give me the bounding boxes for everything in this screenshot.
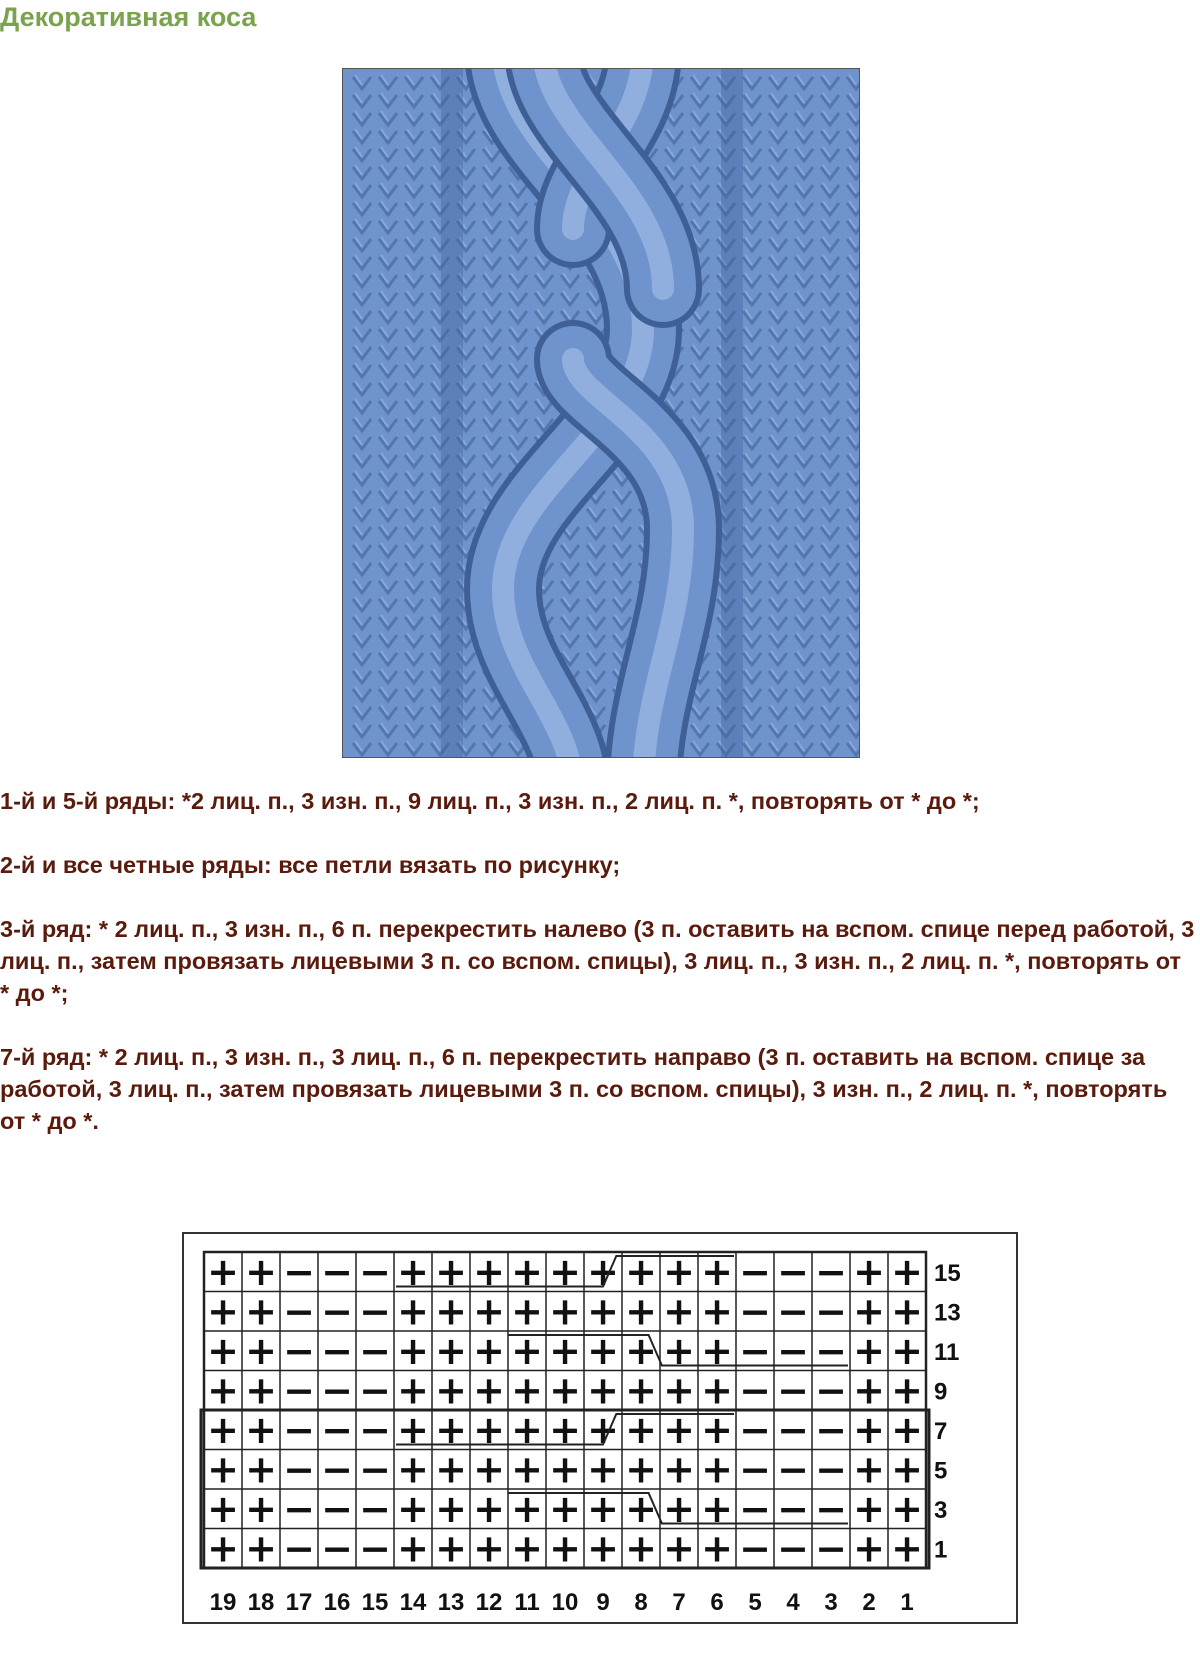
instruction-row-3: 3-й ряд: * 2 лиц. п., 3 изн. п., 6 п. перекрестить налево (3 п. оставить на вспом. спице перед работой, 3 лиц. п., затем провязать лицевыми 3 п. со вспом. спицы), 3 лиц. п., 3 изн. п., 2 лиц. п. *, повторять от * до *; xyxy=(0,916,1195,1006)
purl-stitch-symbol: − xyxy=(283,1289,315,1334)
row-number: 3 xyxy=(934,1496,948,1524)
purl-stitch-symbol: − xyxy=(283,1368,315,1413)
column-number: 2 xyxy=(862,1589,876,1616)
purl-stitch-symbol: − xyxy=(777,1368,809,1413)
knit-stitch-symbol: + xyxy=(853,1249,885,1294)
knit-stitch-symbol: + xyxy=(663,1407,695,1452)
knit-stitch-symbol: + xyxy=(473,1526,505,1571)
purl-stitch-symbol: − xyxy=(815,1486,847,1531)
knit-stitch-symbol: + xyxy=(625,1447,657,1492)
knit-stitch-symbol: + xyxy=(625,1526,657,1571)
instruction-row-7: 7-й ряд: * 2 лиц. п., 3 изн. п., 3 лиц. п., 6 п. перекрестить направо (3 п. оставить на вспом. спице за работой, 3 лиц. п., затем провязать лицевыми 3 п. со вспом. спицы), 3 изн. п., 2 лиц. п. *, повторять от * до *. xyxy=(0,1044,1168,1134)
column-number: 5 xyxy=(748,1589,762,1616)
column-number: 4 xyxy=(786,1589,800,1616)
knit-stitch-symbol: + xyxy=(891,1249,923,1294)
knit-stitch-symbol: + xyxy=(207,1407,239,1452)
knit-stitch-symbol: + xyxy=(853,1407,885,1452)
knit-stitch-symbol: + xyxy=(207,1289,239,1334)
knit-stitch-symbol: + xyxy=(511,1289,543,1334)
knit-stitch-symbol: + xyxy=(207,1486,239,1531)
knit-stitch-symbol: + xyxy=(435,1486,467,1531)
knit-stitch-symbol: + xyxy=(891,1526,923,1571)
knit-stitch-symbol: + xyxy=(701,1526,733,1571)
purl-stitch-symbol: − xyxy=(815,1368,847,1413)
knit-stitch-symbol: + xyxy=(473,1447,505,1492)
purl-stitch-symbol: − xyxy=(283,1407,315,1452)
knit-stitch-symbol: + xyxy=(701,1249,733,1294)
column-number: 10 xyxy=(551,1589,579,1616)
purl-stitch-symbol: − xyxy=(359,1328,391,1373)
knit-stitch-symbol: + xyxy=(549,1447,581,1492)
knit-stitch-symbol: + xyxy=(397,1249,429,1294)
purl-stitch-symbol: − xyxy=(321,1486,353,1531)
purl-stitch-symbol: − xyxy=(321,1249,353,1294)
knit-stitch-symbol: + xyxy=(511,1407,543,1452)
purl-stitch-symbol: − xyxy=(777,1328,809,1373)
knit-stitch-symbol: + xyxy=(663,1289,695,1334)
column-number: 1 xyxy=(900,1589,914,1616)
knit-stitch-symbol: + xyxy=(549,1486,581,1531)
knit-stitch-symbol: + xyxy=(207,1526,239,1571)
purl-stitch-symbol: − xyxy=(815,1328,847,1373)
knit-stitch-symbol: + xyxy=(549,1249,581,1294)
knit-stitch-symbol: + xyxy=(891,1289,923,1334)
purl-stitch-symbol: − xyxy=(283,1526,315,1571)
knit-stitch-symbol: + xyxy=(435,1328,467,1373)
knit-stitch-symbol: + xyxy=(587,1328,619,1373)
purl-stitch-symbol: − xyxy=(739,1526,771,1571)
purl-stitch-symbol: − xyxy=(359,1249,391,1294)
purl-stitch-symbol: − xyxy=(283,1447,315,1492)
knit-stitch-symbol: + xyxy=(245,1328,277,1373)
page-title: Декоративная коса xyxy=(0,2,257,32)
knit-stitch-symbol: + xyxy=(853,1486,885,1531)
purl-stitch-symbol: − xyxy=(321,1526,353,1571)
knit-stitch-symbol: + xyxy=(435,1447,467,1492)
knit-stitch-symbol: + xyxy=(435,1289,467,1334)
knitting-chart xyxy=(182,1232,1018,1624)
instruction-even-rows: 2-й и все четные ряды: все петли вязать по рисунку; xyxy=(0,852,621,878)
knit-stitch-symbol: + xyxy=(245,1249,277,1294)
knit-stitch-symbol: + xyxy=(587,1407,619,1452)
knit-stitch-symbol: + xyxy=(511,1486,543,1531)
knit-stitch-symbol: + xyxy=(549,1328,581,1373)
column-number: 15 xyxy=(361,1589,389,1616)
purl-stitch-symbol: − xyxy=(739,1249,771,1294)
column-number: 13 xyxy=(437,1589,465,1616)
row-number: 7 xyxy=(934,1417,948,1445)
knit-stitch-symbol: + xyxy=(625,1328,657,1373)
column-number: 8 xyxy=(634,1589,648,1616)
knit-stitch-symbol: + xyxy=(435,1249,467,1294)
knit-stitch-symbol: + xyxy=(397,1486,429,1531)
purl-stitch-symbol: − xyxy=(739,1368,771,1413)
purl-stitch-symbol: − xyxy=(739,1486,771,1531)
knit-stitch-symbol: + xyxy=(891,1407,923,1452)
knit-stitch-symbol: + xyxy=(397,1447,429,1492)
knit-stitch-symbol: + xyxy=(435,1368,467,1413)
knit-stitch-symbol: + xyxy=(663,1486,695,1531)
purl-stitch-symbol: − xyxy=(777,1526,809,1571)
knit-stitch-symbol: + xyxy=(891,1368,923,1413)
knit-stitch-symbol: + xyxy=(473,1328,505,1373)
purl-stitch-symbol: − xyxy=(777,1289,809,1334)
purl-stitch-symbol: − xyxy=(359,1486,391,1531)
knit-stitch-symbol: + xyxy=(473,1249,505,1294)
knit-stitch-symbol: + xyxy=(625,1368,657,1413)
knit-stitch-symbol: + xyxy=(207,1368,239,1413)
knit-stitch-symbol: + xyxy=(245,1289,277,1334)
knit-stitch-symbol: + xyxy=(549,1526,581,1571)
column-number: 12 xyxy=(475,1589,503,1616)
knit-stitch-symbol: + xyxy=(701,1486,733,1531)
purl-stitch-symbol: − xyxy=(815,1526,847,1571)
purl-stitch-symbol: − xyxy=(359,1447,391,1492)
purl-stitch-symbol: − xyxy=(777,1447,809,1492)
purl-stitch-symbol: − xyxy=(321,1447,353,1492)
knit-stitch-symbol: + xyxy=(701,1368,733,1413)
knit-stitch-symbol: + xyxy=(397,1328,429,1373)
knit-stitch-symbol: + xyxy=(891,1328,923,1373)
row-number: 9 xyxy=(934,1378,948,1406)
knit-stitch-symbol: + xyxy=(473,1407,505,1452)
knit-stitch-symbol: + xyxy=(625,1249,657,1294)
knit-stitch-symbol: + xyxy=(701,1289,733,1334)
knit-stitch-symbol: + xyxy=(397,1407,429,1452)
purl-stitch-symbol: − xyxy=(739,1407,771,1452)
purl-stitch-symbol: − xyxy=(283,1249,315,1294)
knit-stitch-symbol: + xyxy=(397,1289,429,1334)
purl-stitch-symbol: − xyxy=(739,1289,771,1334)
purl-stitch-symbol: − xyxy=(283,1328,315,1373)
knit-stitch-symbol: + xyxy=(397,1526,429,1571)
purl-stitch-symbol: − xyxy=(359,1289,391,1334)
knit-stitch-symbol: + xyxy=(245,1407,277,1452)
knit-stitch-symbol: + xyxy=(625,1407,657,1452)
purl-stitch-symbol: − xyxy=(777,1407,809,1452)
knit-stitch-symbol: + xyxy=(587,1526,619,1571)
knit-stitch-symbol: + xyxy=(587,1486,619,1531)
purl-stitch-symbol: − xyxy=(359,1526,391,1571)
column-number: 14 xyxy=(399,1589,427,1616)
knit-stitch-symbol: + xyxy=(245,1486,277,1531)
purl-stitch-symbol: − xyxy=(321,1289,353,1334)
purl-stitch-symbol: − xyxy=(815,1289,847,1334)
purl-stitch-symbol: − xyxy=(777,1249,809,1294)
purl-stitch-symbol: − xyxy=(283,1486,315,1531)
knit-stitch-symbol: + xyxy=(663,1328,695,1373)
purl-stitch-symbol: − xyxy=(739,1328,771,1373)
column-number: 7 xyxy=(672,1589,686,1616)
knit-stitch-symbol: + xyxy=(663,1368,695,1413)
knit-stitch-symbol: + xyxy=(549,1407,581,1452)
knit-stitch-symbol: + xyxy=(245,1526,277,1571)
purl-stitch-symbol: − xyxy=(815,1249,847,1294)
knit-stitch-symbol: + xyxy=(511,1249,543,1294)
purl-stitch-symbol: − xyxy=(321,1368,353,1413)
column-number: 6 xyxy=(710,1589,724,1616)
knit-stitch-symbol: + xyxy=(891,1447,923,1492)
row-number: 1 xyxy=(934,1536,948,1564)
knit-stitch-symbol: + xyxy=(207,1447,239,1492)
knit-stitch-symbol: + xyxy=(663,1249,695,1294)
knit-stitch-symbol: + xyxy=(701,1447,733,1492)
knit-stitch-symbol: + xyxy=(549,1289,581,1334)
knit-stitch-symbol: + xyxy=(625,1289,657,1334)
purl-stitch-symbol: − xyxy=(359,1368,391,1413)
column-number: 3 xyxy=(824,1589,838,1616)
knit-stitch-symbol: + xyxy=(587,1368,619,1413)
column-number: 19 xyxy=(209,1589,237,1616)
purl-stitch-symbol: − xyxy=(321,1328,353,1373)
knit-stitch-symbol: + xyxy=(587,1289,619,1334)
row-number: 13 xyxy=(934,1299,961,1327)
row-number: 5 xyxy=(934,1457,948,1485)
column-number: 9 xyxy=(596,1589,610,1616)
knit-stitch-symbol: + xyxy=(701,1328,733,1373)
column-number: 18 xyxy=(247,1589,275,1616)
knit-stitch-symbol: + xyxy=(701,1407,733,1452)
row-number: 11 xyxy=(934,1338,960,1366)
instructions xyxy=(0,785,1196,1169)
knit-stitch-symbol: + xyxy=(587,1249,619,1294)
knit-stitch-symbol: + xyxy=(473,1486,505,1531)
knit-stitch-symbol: + xyxy=(853,1526,885,1571)
knitted-cable-photo xyxy=(342,68,860,758)
knit-stitch-symbol: + xyxy=(473,1289,505,1334)
purl-stitch-symbol: − xyxy=(321,1407,353,1452)
knit-stitch-symbol: + xyxy=(397,1368,429,1413)
purl-stitch-symbol: − xyxy=(739,1447,771,1492)
knit-stitch-symbol: + xyxy=(853,1447,885,1492)
purl-stitch-symbol: − xyxy=(815,1407,847,1452)
purl-stitch-symbol: − xyxy=(777,1486,809,1531)
column-number: 17 xyxy=(285,1589,313,1616)
knit-stitch-symbol: + xyxy=(663,1447,695,1492)
knit-stitch-symbol: + xyxy=(853,1289,885,1334)
column-number: 16 xyxy=(323,1589,351,1616)
knit-stitch-symbol: + xyxy=(435,1526,467,1571)
column-number: 11 xyxy=(514,1589,540,1616)
knit-stitch-symbol: + xyxy=(207,1249,239,1294)
knit-stitch-symbol: + xyxy=(245,1368,277,1413)
knit-stitch-symbol: + xyxy=(435,1407,467,1452)
knit-stitch-symbol: + xyxy=(511,1526,543,1571)
knit-stitch-symbol: + xyxy=(207,1328,239,1373)
knit-stitch-symbol: + xyxy=(549,1368,581,1413)
knit-stitch-symbol: + xyxy=(511,1368,543,1413)
knit-stitch-symbol: + xyxy=(511,1328,543,1373)
knit-stitch-symbol: + xyxy=(473,1368,505,1413)
knit-stitch-symbol: + xyxy=(245,1447,277,1492)
knit-stitch-symbol: + xyxy=(853,1368,885,1413)
row-number: 15 xyxy=(934,1259,961,1287)
knit-stitch-symbol: + xyxy=(891,1486,923,1531)
knit-stitch-symbol: + xyxy=(587,1447,619,1492)
instruction-rows-1-5: 1-й и 5-й ряды: *2 лиц. п., 3 изн. п., 9 лиц. п., 3 изн. п., 2 лиц. п. *, повторять от * до *; xyxy=(0,788,980,814)
knit-stitch-symbol: + xyxy=(853,1328,885,1373)
knit-stitch-symbol: + xyxy=(511,1447,543,1492)
knit-stitch-symbol: + xyxy=(663,1526,695,1571)
purl-stitch-symbol: − xyxy=(359,1407,391,1452)
purl-stitch-symbol: − xyxy=(815,1447,847,1492)
knit-stitch-symbol: + xyxy=(625,1486,657,1531)
